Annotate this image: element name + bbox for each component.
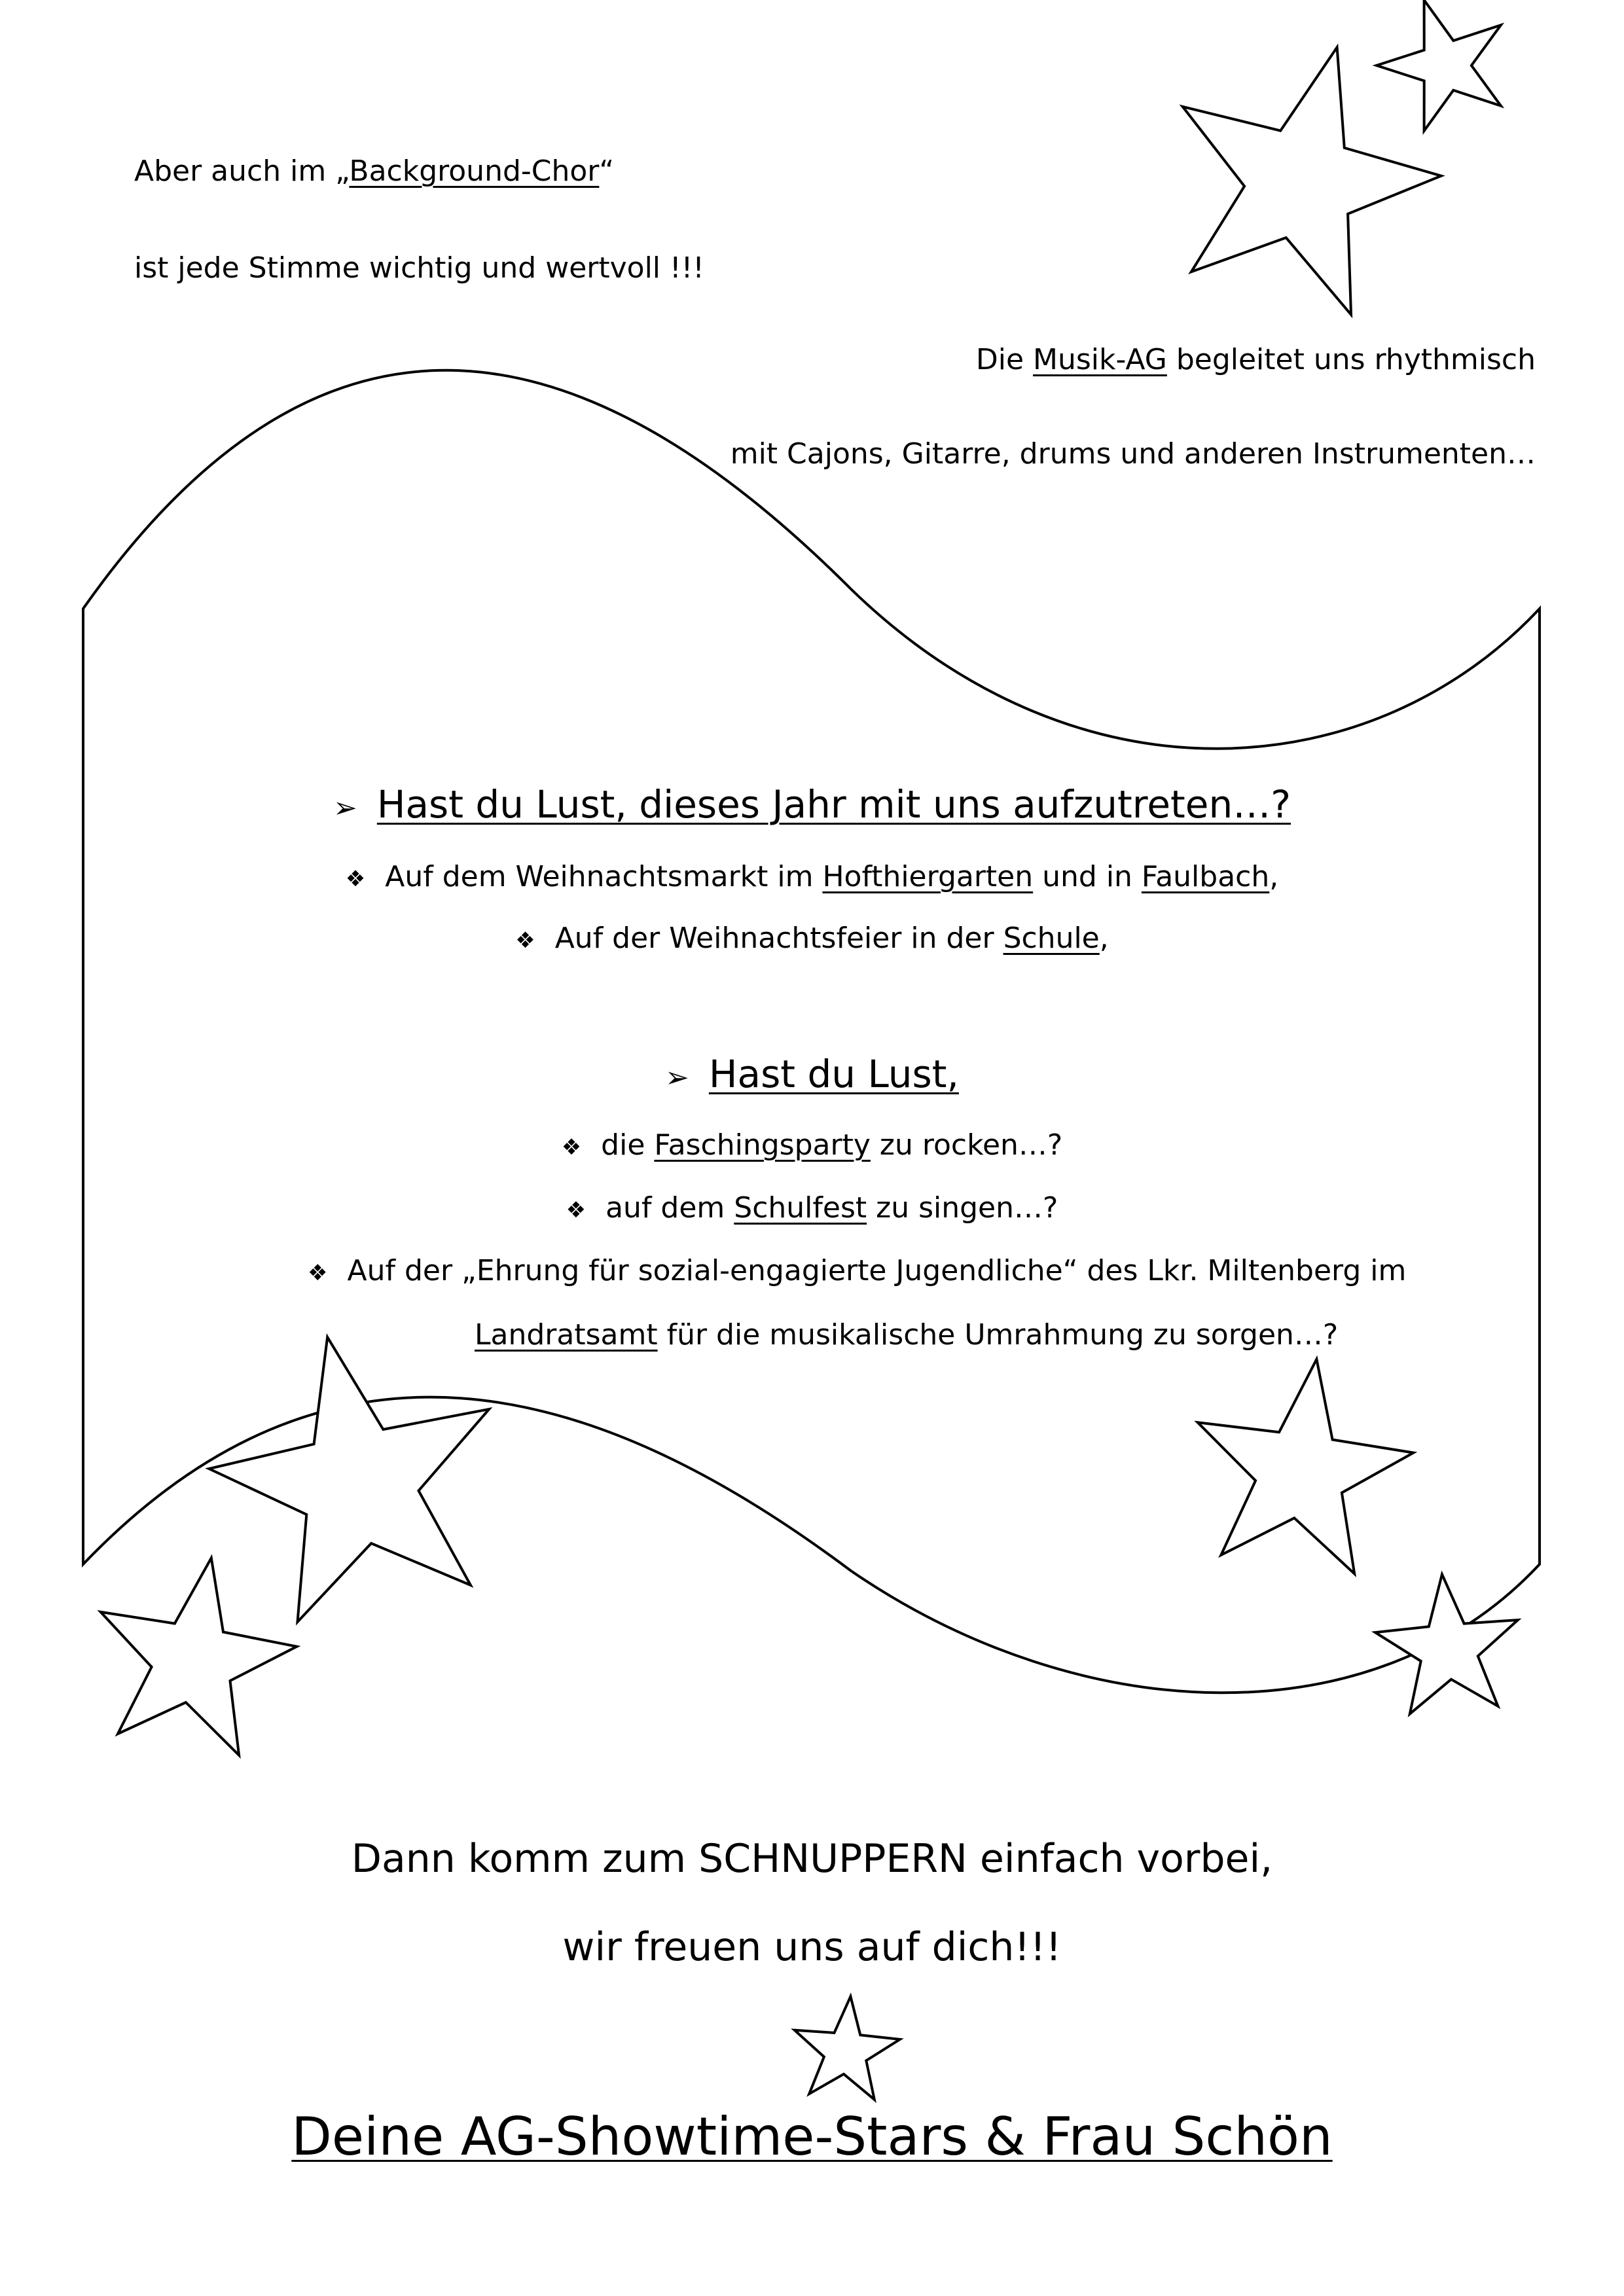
star-icon <box>1183 47 1441 314</box>
section1-item-2: ❖ Auf der Weihnachtsfeier in der Schule, <box>515 922 1109 955</box>
diamond-bullet-icon: ❖ <box>566 1197 586 1223</box>
intro-line-1: Aber auch im „Background-Chor“ <box>134 154 615 188</box>
star-icon <box>795 1996 900 2100</box>
section2-item-3-cont: Landratsamt für die musikalische Umrahmung zu sorgen…? <box>475 1318 1339 1352</box>
landratsamt-link: Landratsamt <box>475 1318 658 1352</box>
music-line-1: Die Musik-AG begleitet uns rhythmisch <box>975 343 1536 376</box>
musik-ag-link: Musik-AG <box>1033 343 1167 376</box>
closing-line-2: wir freuen uns auf dich!!! <box>562 1924 1062 1970</box>
diamond-bullet-icon: ❖ <box>308 1260 328 1286</box>
schule-link: Schule <box>1003 922 1100 955</box>
intro-line-2: ist jede Stimme wichtig und wertvoll !!! <box>134 251 704 285</box>
music-line-2: mit Cajons, Gitarre, drums und anderen Instrumenten… <box>730 437 1536 471</box>
section2-heading: ➢ Hast du Lust, <box>665 1052 959 1096</box>
arrow-bullet-icon: ➢ <box>665 1061 689 1094</box>
diamond-bullet-icon: ❖ <box>345 866 366 892</box>
section1-heading: ➢ Hast du Lust, dieses Jahr mit uns aufzutreten…? <box>333 782 1291 827</box>
schulfest-link: Schulfest <box>734 1191 867 1225</box>
background-chor-link: Background-Chor <box>349 154 600 188</box>
faulbach-link: Faulbach <box>1141 860 1270 893</box>
closing-line-1: Dann komm zum SCHNUPPERN einfach vorbei, <box>351 1836 1273 1882</box>
arrow-bullet-icon: ➢ <box>333 791 357 825</box>
section2-item-3: ❖ Auf der „Ehrung für sozial-engagierte Jugendliche“ des Lkr. Miltenberg im <box>308 1254 1407 1287</box>
diamond-bullet-icon: ❖ <box>515 927 535 954</box>
section2-item-1: ❖ die Faschingsparty zu rocken…? <box>561 1128 1063 1162</box>
star-icon <box>1377 0 1501 131</box>
faschingsparty-link: Faschingsparty <box>654 1128 871 1162</box>
section1-item-1: ❖ Auf dem Weihnachtsmarkt im Hofthiergarten und in Faulbach, <box>345 860 1279 893</box>
diamond-bullet-icon: ❖ <box>561 1134 582 1160</box>
signature: Deine AG-Showtime-Stars & Frau Schön <box>291 2106 1333 2167</box>
hofthiergarten-link: Hofthiergarten <box>822 860 1034 893</box>
section2-item-2: ❖ auf dem Schulfest zu singen…? <box>566 1191 1058 1225</box>
star-icon <box>101 1558 297 1755</box>
